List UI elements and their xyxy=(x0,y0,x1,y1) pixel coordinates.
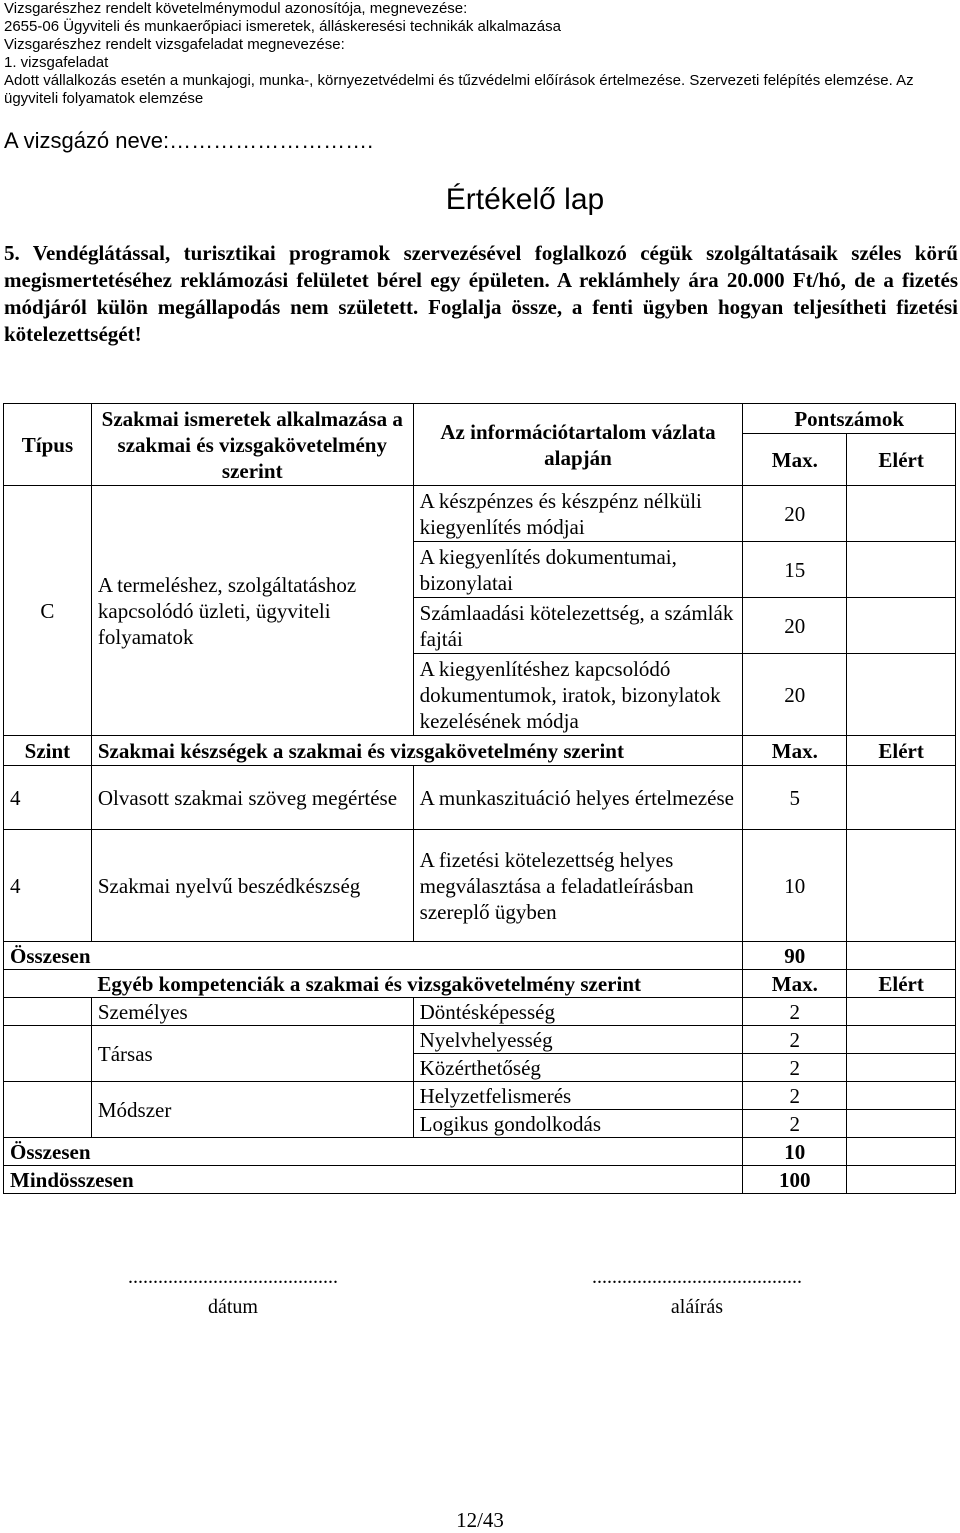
knowledge-item-max: 20 xyxy=(743,654,847,736)
signature-block xyxy=(556,1262,838,1322)
knowledge-item-achieved[interactable] xyxy=(847,598,956,654)
competence-group: Módszer xyxy=(91,1082,413,1138)
competence-max: 2 xyxy=(743,1054,847,1082)
skill-desc: A fizetési kötelezettség helyes megválasztása a feladatleírásban szereplő ügyben xyxy=(413,830,743,942)
knowledge-item: A kiegyenlítéshez kapcsolódó dokumentumok, iratok, bizonylatok kezelésének módja xyxy=(413,654,743,736)
col-head-knowledge: Szakmai ismeretek alkalmazása a szakmai és vizsgakövetelmény szerint xyxy=(91,404,413,486)
skill-name: Olvasott szakmai szöveg megértése xyxy=(91,766,413,830)
header-task-number: 1. vizsgafeladat xyxy=(4,54,109,71)
competence-achieved[interactable] xyxy=(847,1026,956,1054)
date-label: dátum xyxy=(208,1296,258,1318)
knowledge-topic: A termeléshez, szolgáltatáshoz kapcsolódó üzleti, ügyviteli folyamatok xyxy=(91,486,413,736)
page-title: Értékelő lap xyxy=(445,183,605,216)
header-module-name: 2655-06 Ügyviteli és munkaerőpiaci ismeretek, álláskeresési technikák alkalmazása xyxy=(4,18,561,35)
document-header xyxy=(4,0,954,108)
grand-total-label: Mindösszesen xyxy=(4,1166,743,1194)
subtotal-achieved[interactable] xyxy=(847,942,956,970)
competence-achieved[interactable] xyxy=(847,1110,956,1138)
competence-item: Közérthetőség xyxy=(413,1054,743,1082)
skill-max: 5 xyxy=(743,766,847,830)
competence-item: Logikus gondolkodás xyxy=(413,1110,743,1138)
col-head-points: Pontszámok xyxy=(743,404,956,434)
competence-achieved[interactable] xyxy=(847,1054,956,1082)
competence-max: 2 xyxy=(743,998,847,1026)
subtotal-max: 90 xyxy=(743,942,847,970)
skills-head-level: Szint xyxy=(4,736,92,766)
skills-head-max: Max. xyxy=(743,736,847,766)
col-head-type: Típus xyxy=(4,404,92,486)
candidate-name-line: A vizsgázó neve:………………………. xyxy=(4,128,374,153)
competence-group: Társas xyxy=(91,1026,413,1082)
subtotal-label: Összesen xyxy=(4,1138,743,1166)
knowledge-item-achieved[interactable] xyxy=(847,486,956,542)
other-head-max: Max. xyxy=(743,970,847,998)
competence-achieved[interactable] xyxy=(847,998,956,1026)
skill-level: 4 xyxy=(4,766,92,830)
subtotal-achieved[interactable] xyxy=(847,1138,956,1166)
competence-item: Helyzetfelismerés xyxy=(413,1082,743,1110)
task-description: 5. Vendéglátással, turisztikai programok szervezésével foglalkozó cégük szolgáltatásaik széles körű megismertetéséhez reklámozási felületet bérel egy épületen. A reklámhely ára 20.000 Ft/hó, de a fizetés módjáról külön megállapodás nem született. Foglalja össze, a fenti ügyben hogyan teljesítheti fizetési kötelezettségét! xyxy=(4,241,958,346)
col-head-info: Az információtartalom vázlata alapján xyxy=(413,404,743,486)
skill-max: 10 xyxy=(743,830,847,942)
grand-total-achieved[interactable] xyxy=(847,1166,956,1194)
evaluation-table xyxy=(3,403,956,1194)
knowledge-item: A kiegyenlítés dokumentumai, bizonylatai xyxy=(413,542,743,598)
signature-label: aláírás xyxy=(670,1296,724,1318)
col-head-achieved: Elért xyxy=(847,434,956,486)
date-signature-block xyxy=(92,1262,374,1322)
competence-group: Személyes xyxy=(91,998,413,1026)
competence-max: 2 xyxy=(743,1110,847,1138)
knowledge-item-max: 20 xyxy=(743,486,847,542)
knowledge-item: A készpénzes és készpénz nélküli kiegyenlítés módjai xyxy=(413,486,743,542)
skills-head-label: Szakmai készségek a szakmai és vizsgakövetelmény szerint xyxy=(91,736,743,766)
skill-desc: A munkaszituáció helyes értelmezése xyxy=(413,766,743,830)
knowledge-item-max: 15 xyxy=(743,542,847,598)
knowledge-item-achieved[interactable] xyxy=(847,654,956,736)
knowledge-item: Számlaadási kötelezettség, a számlák fajtái xyxy=(413,598,743,654)
subtotal-label: Összesen xyxy=(4,942,743,970)
date-dots: .......................................... xyxy=(128,1266,338,1288)
col-head-max: Max. xyxy=(743,434,847,486)
skills-head-achieved: Elért xyxy=(847,736,956,766)
skill-level: 4 xyxy=(4,830,92,942)
knowledge-type: C xyxy=(4,486,92,736)
header-module-label: Vizsgarészhez rendelt követelménymodul azonosítója, megnevezése: xyxy=(4,0,468,17)
signature-dots: .......................................... xyxy=(592,1266,802,1288)
skill-achieved[interactable] xyxy=(847,766,956,830)
other-head-label: Egyéb kompetenciák a szakmai és vizsgakövetelmény szerint xyxy=(91,970,743,998)
header-task-label: Vizsgarészhez rendelt vizsgafeladat megnevezése: xyxy=(4,36,345,53)
competence-item: Döntésképesség xyxy=(413,998,743,1026)
subtotal-max: 10 xyxy=(743,1138,847,1166)
competence-item: Nyelvhelyesség xyxy=(413,1026,743,1054)
other-head-achieved: Elért xyxy=(847,970,956,998)
page-number: 12/43 xyxy=(456,1508,504,1532)
competence-achieved[interactable] xyxy=(847,1082,956,1110)
competence-max: 2 xyxy=(743,1026,847,1054)
header-task-description: Adott vállalkozás esetén a munkajogi, munka-, környezetvédelmi és tűzvédelmi előírások értelmezése. Szervezeti felépítés elemzése. Az ügyviteli folyamatok elemzése xyxy=(4,72,914,107)
knowledge-item-max: 20 xyxy=(743,598,847,654)
knowledge-item-achieved[interactable] xyxy=(847,542,956,598)
competence-max: 2 xyxy=(743,1082,847,1110)
skill-name: Szakmai nyelvű beszédkészség xyxy=(91,830,413,942)
grand-total-max: 100 xyxy=(743,1166,847,1194)
skill-achieved[interactable] xyxy=(847,830,956,942)
